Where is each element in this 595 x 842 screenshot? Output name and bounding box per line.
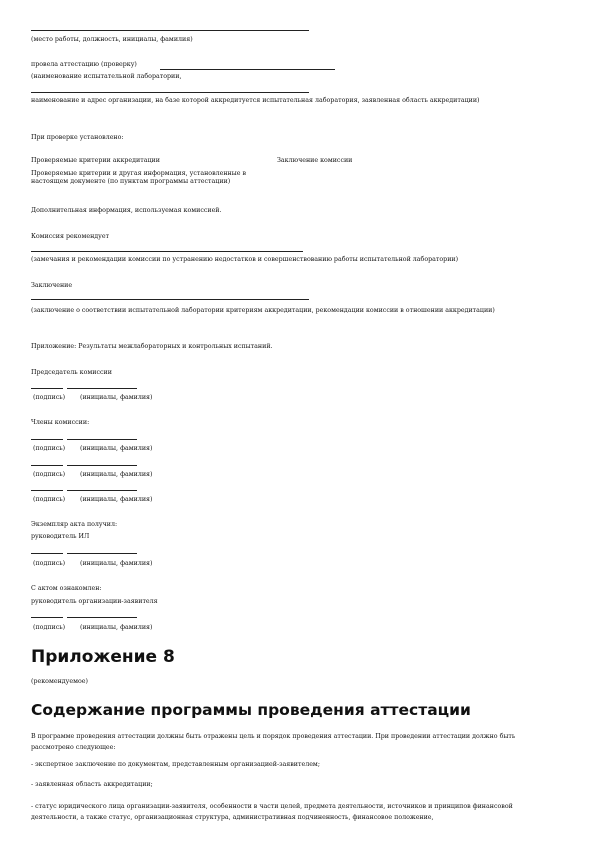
- member2-name-line: [67, 465, 137, 466]
- chairman-sig-label: (подпись): [33, 394, 66, 401]
- appendix-intro: В программе проведения аттестации должны быть отражены цель и порядок проведения аттестации. При проведении аттестации должно быть рассмотрено следующее:: [31, 733, 516, 751]
- member1-sig-label: (подпись): [33, 445, 66, 452]
- member3-sig-line: [31, 490, 63, 491]
- appendix-item-3: - статус юридического лица организации-заявителя, особенности в части целей, предмета деятельности, источников и принципов финансовой деятельности, а также статус, организационная структура, административная подчиненность, финансовое положение,: [31, 803, 513, 821]
- chairman-label: Председатель комиссии: [31, 369, 112, 376]
- remarks-line: [31, 251, 303, 252]
- appendix-heading: Содержание программы проведения аттестации: [31, 701, 471, 719]
- org-note: наименование и адрес организации, на базе которой аккредитуется испытательная лаборатория, заявленная область аккредитации): [31, 97, 480, 104]
- member2-name-label: (инициалы, фамилия): [80, 471, 153, 478]
- chairman-name-label: (инициалы, фамилия): [80, 394, 153, 401]
- appendix-item-2: - заявленная область аккредитации;: [31, 781, 153, 788]
- appendix-item-1: - экспертное заключение по документам, представленным организацией-заявителем;: [31, 761, 320, 768]
- chairman-sig-line: [31, 388, 63, 389]
- appendix-recommended: (рекомендуемое): [31, 678, 88, 685]
- member3-sig-label: (подпись): [33, 496, 66, 503]
- col-criteria: Проверяемые критерии аккредитации: [31, 157, 160, 164]
- copy-received-label: Экземпляр акта получил:: [31, 521, 118, 528]
- applicant-name-label: (инициалы, фамилия): [80, 624, 153, 631]
- established-text: При проверке установлено:: [31, 134, 124, 141]
- conclusion-text: Заключение: [31, 282, 73, 289]
- col-conclusion: Заключение комиссии: [277, 157, 353, 164]
- recommends-text: Комиссия рекомендует: [31, 233, 110, 240]
- member2-sig-line: [31, 465, 63, 466]
- member3-name-line: [67, 490, 137, 491]
- applicant-name-line: [67, 617, 137, 618]
- extra-info: Дополнительная информация, используемая комиссией.: [31, 207, 222, 214]
- labhead-sig-line: [31, 553, 63, 554]
- member1-name-line: [67, 439, 137, 440]
- conclusion-line: [31, 299, 309, 300]
- applicant-sig-label: (подпись): [33, 624, 66, 631]
- criteria-detail: Проверяемые критерии и другая информация, установленные в настоящем документе (по пунктам программы аттестации): [31, 170, 247, 185]
- member3-name-label: (инициалы, фамилия): [80, 496, 153, 503]
- labhead-name-label: (инициалы, фамилия): [80, 560, 153, 567]
- familiarized-label: С актом ознакомлен:: [31, 585, 102, 592]
- conducted-line: [160, 69, 335, 70]
- org-line: [31, 92, 309, 93]
- place-line: [31, 30, 309, 31]
- place-note: (место работы, должность, инициалы, фамилия): [31, 36, 193, 43]
- members-label: Члены комиссии:: [31, 419, 90, 426]
- appendix-title: Приложение 8: [31, 647, 175, 667]
- conclusion-note: (заключение о соответствии испытательной лаборатории критериям аккредитации, рекомендации комиссии в отношении аккредитации): [31, 307, 495, 314]
- applicant-sig-line: [31, 617, 63, 618]
- chairman-name-line: [67, 388, 137, 389]
- member1-sig-line: [31, 439, 63, 440]
- lab-name-note: (наименование испытательной лаборатории,: [31, 73, 182, 80]
- lab-head-label: руководитель ИЛ: [31, 533, 90, 540]
- applicant-head-label: руководитель организации-заявителя: [31, 598, 158, 605]
- labhead-name-line: [67, 553, 137, 554]
- remarks-note: (замечания и рекомендации комиссии по устранению недостатков и совершенствованию работы испытательной лаборатории): [31, 256, 459, 263]
- appendix-note: Приложение: Результаты межлабораторных и контрольных испытаний.: [31, 343, 273, 350]
- conducted-text: провела аттестацию (проверку): [31, 61, 137, 68]
- member2-sig-label: (подпись): [33, 471, 66, 478]
- member1-name-label: (инициалы, фамилия): [80, 445, 153, 452]
- labhead-sig-label: (подпись): [33, 560, 66, 567]
